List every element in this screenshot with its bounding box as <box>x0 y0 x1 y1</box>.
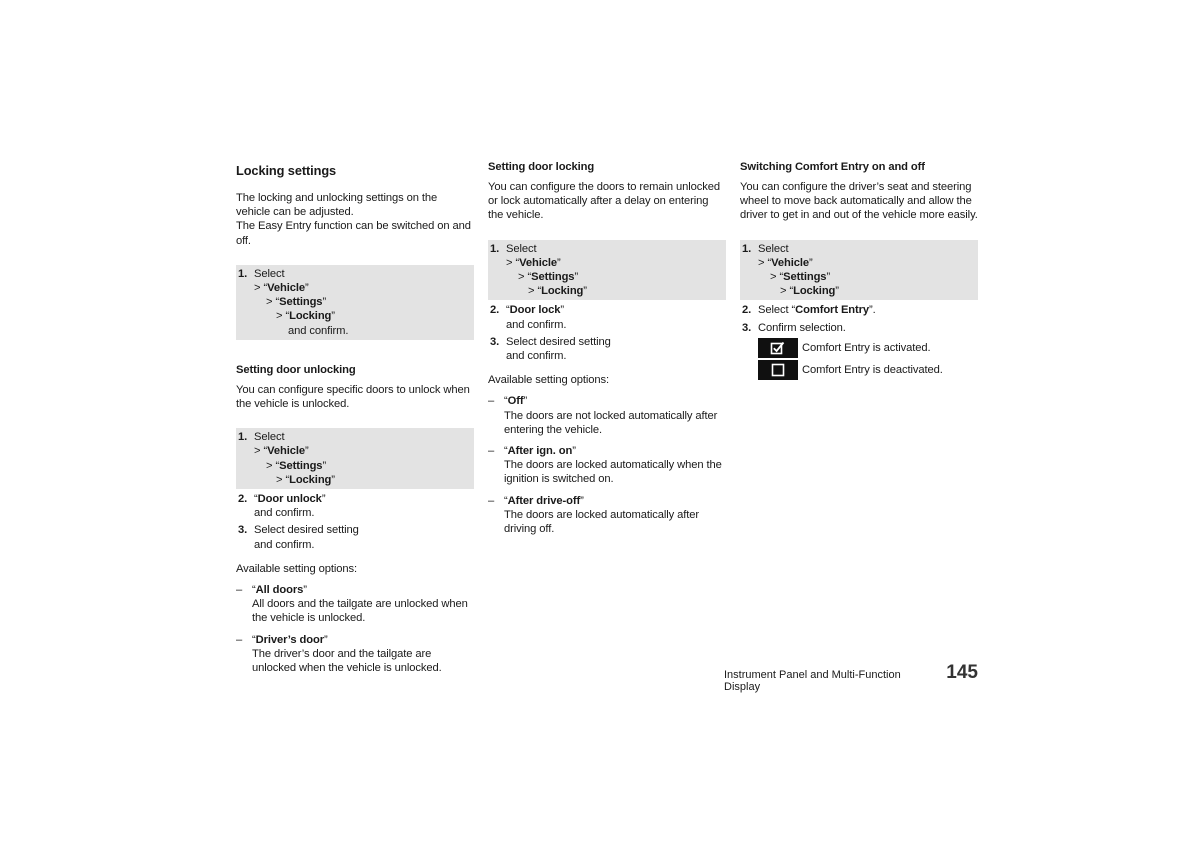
page-footer <box>724 662 978 693</box>
comfort-entry-activated-row <box>740 338 978 359</box>
menu-path-locking: > “Locking” <box>528 285 587 298</box>
page-number: 145 <box>946 662 978 683</box>
menu-path-settings: > “Settings” <box>770 271 831 284</box>
option-after-ign-on: – “After ign. on” The doors are locked automatically when the ignition is switched on. <box>488 445 722 486</box>
section-heading-unlocking: Setting door unlocking <box>236 363 356 376</box>
checkbox-checked-icon <box>758 338 798 358</box>
menu-path-vehicle: > “Vehicle” <box>254 445 309 458</box>
step-3: 3. Select desired setting and confirm. <box>238 524 359 551</box>
step-2: 2. Select “Comfort Entry”. <box>742 304 876 317</box>
checkbox-empty-icon <box>758 360 798 380</box>
menu-path-locking: > “Locking” <box>780 285 839 298</box>
page-title: Locking settings <box>236 163 337 178</box>
locking-intro: You can configure the doors to remain unlocked or lock automatically after a delay on entering the vehicle. <box>488 181 720 222</box>
column-right <box>740 160 978 381</box>
section-heading-locking: Setting door locking <box>488 161 595 173</box>
step-2: 2. “Door lock” and confirm. <box>490 304 567 331</box>
comfort-entry-deactivated-text: Comfort Entry is deactivated. <box>802 364 943 377</box>
step-number: 1. <box>238 267 248 280</box>
menu-path-vehicle: > “Vehicle” <box>254 282 309 295</box>
step-1 <box>236 267 474 281</box>
option-off: – “Off” The doors are not locked automatically after entering the vehicle. <box>488 395 718 436</box>
comfort-entry-deactivated-row <box>740 360 978 381</box>
step-1: 1. Select <box>490 242 537 255</box>
confirm-text: and confirm. <box>288 324 349 337</box>
column-middle <box>488 160 726 543</box>
step-3: 3. Select desired setting and confirm. <box>490 335 611 363</box>
unlocking-intro: You can configure specific doors to unlock when the vehicle is unlocked. <box>236 383 470 411</box>
menu-path-locking: > “Locking” <box>276 473 335 486</box>
section-title: Instrument Panel and Multi-Function Display <box>724 669 901 693</box>
step-1: 1. Select <box>238 431 285 444</box>
option-after-drive-off: – “After drive-off” The doors are locked automatically after driving off. <box>488 494 699 536</box>
menu-path-box <box>740 240 978 301</box>
option-all-doors: – “All doors” All doors and the tailgate are unlocked when the vehicle is unlocked. <box>236 584 468 625</box>
step-text: Select <box>254 267 285 280</box>
intro-text-easy-entry: The Easy Entry function can be switched on and off. <box>236 220 471 247</box>
menu-path-settings: > “Settings” <box>266 296 327 309</box>
intro-text: The locking and unlocking settings on the vehicle can be adjusted. <box>236 192 438 219</box>
available-options-label: Available setting options: <box>236 562 357 575</box>
comfort-entry-activated-text: Comfort Entry is activated. <box>802 342 931 355</box>
step-1: 1. Select <box>742 242 789 255</box>
option-drivers-door: – “Driver’s door” The driver’s door and the tailgate are unlocked when the vehicle is unlocked. <box>236 633 442 675</box>
menu-path-box <box>488 240 726 301</box>
step-3: 3. Confirm selection. <box>742 321 846 334</box>
menu-path-settings: > “Settings” <box>266 459 327 472</box>
section-heading-comfort-entry: Switching Comfort Entry on and off <box>740 161 925 173</box>
comfort-entry-intro: You can configure the driver’s seat and steering wheel to move back automatically and allow the driver to get in and out of the vehicle more easily. <box>740 181 978 222</box>
menu-path-vehicle: > “Vehicle” <box>758 256 813 269</box>
menu-path-box <box>236 265 474 340</box>
step-2: 2. “Door unlock” and confirm. <box>238 493 326 520</box>
menu-path-settings: > “Settings” <box>518 271 579 284</box>
available-options-label: Available setting options: <box>488 374 609 387</box>
menu-path-locking: > “Locking” <box>276 310 335 323</box>
column-left <box>236 160 474 682</box>
menu-path-vehicle: > “Vehicle” <box>506 256 561 269</box>
menu-path-box <box>236 428 474 489</box>
